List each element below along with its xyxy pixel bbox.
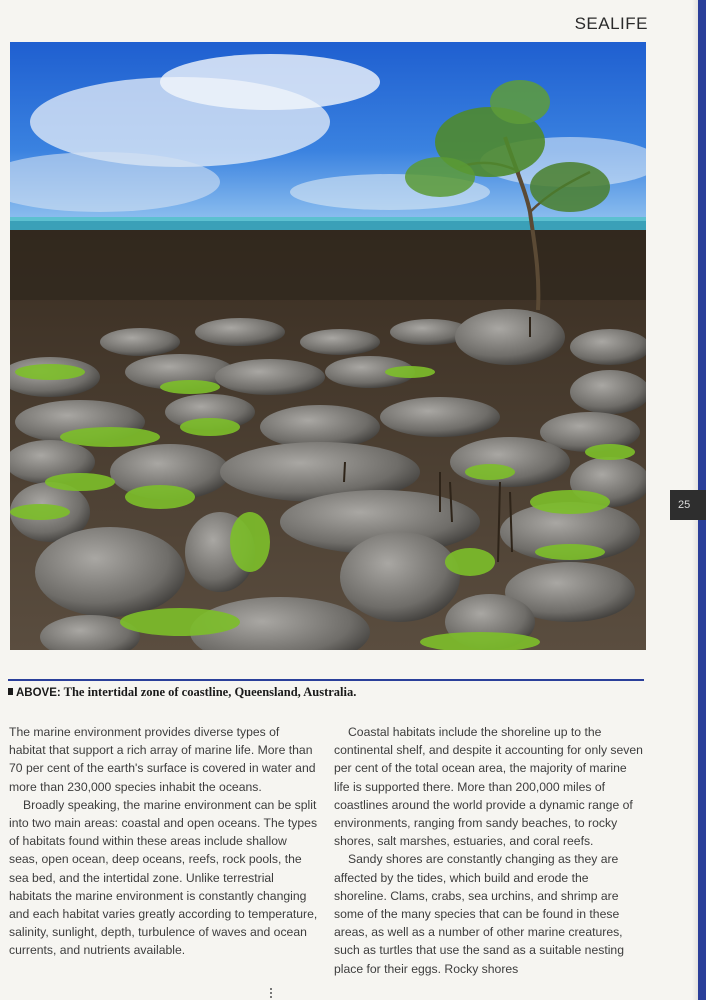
- caption-label: ABOVE:: [16, 687, 61, 699]
- photo-caption: [8, 685, 356, 700]
- section-title: SEALIFE: [574, 14, 648, 33]
- paragraph: Sandy shores are constantly changing as they are affected by the tides, which build and erode the shoreline. Clams, crabs, sea urchins, and shrimp are some of the many species that can be found in these areas, as well as a number of other marine creatures, such as turtles that use the sand as a suitable nesting place for their eggs. Rocky shores: [334, 852, 624, 976]
- paragraph: The marine environment provides diverse types of habitat that support a rich array of marine life. More than 70 per cent of the earth's surface is covered in water and more than 230,000 species inhabit the oceans.: [9, 725, 316, 794]
- caption-bullet-icon: [8, 688, 13, 695]
- page-number-tab: 25: [670, 490, 706, 520]
- caption-text: The intertidal zone of coastline, Queensland, Australia.: [63, 685, 357, 699]
- fold-marks: [270, 988, 273, 998]
- body-column-right: [334, 723, 644, 978]
- paragraph: Coastal habitats include the shoreline up to the continental shelf, and despite it accounting for only seven per cent of the total ocean area, the majority of marine life is supported there. More than 200,000 miles of coastlines around the world provide a dynamic range of environments, ranging from sandy beaches, to rocky shores, salt marshes, estuaries, and coral reefs.: [334, 725, 643, 849]
- body-column-left: [9, 723, 319, 960]
- coastline-photo: [10, 42, 646, 650]
- paragraph: Broadly speaking, the marine environment can be split into two main areas: coastal and open oceans. The types of habitats found within these areas include shallow seas, open ocean, deep oceans, reefs, rock pools, the sea bed, and the intertidal zone. Unlike terrestrial habitats the marine environment is constantly changing and each habitat varies greatly according to temperature, salinity, sunlight, depth, turbulence of waves and ocean currents, and nutrients available.: [9, 797, 318, 958]
- caption-rule: [8, 679, 644, 681]
